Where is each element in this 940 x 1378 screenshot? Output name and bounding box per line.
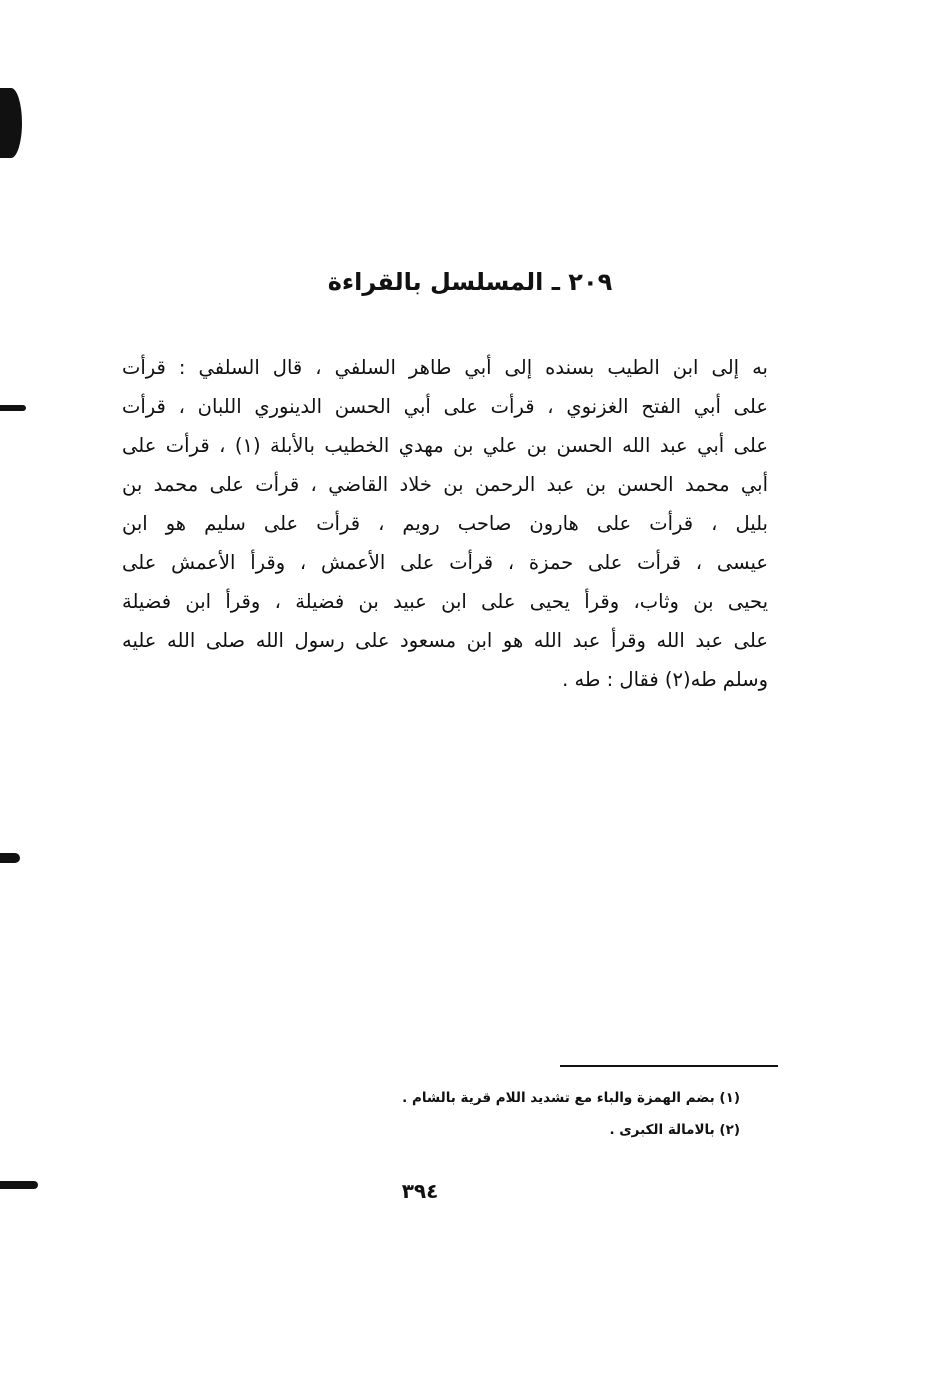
section-heading: ٢٠٩ ـ المسلسل بالقراءة: [327, 268, 613, 296]
scan-margin-mark: [0, 853, 20, 863]
body-line: يحيى بن وثاب، وقرأ يحيى على ابن عبيد بن فضيلة ، وقرأ ابن فضيلة: [122, 590, 768, 613]
footnotes: [300, 1082, 740, 1146]
body-line: بليل ، قرأت على هارون صاحب رويم ، قرأت على سليم هو ابن: [122, 512, 768, 535]
scan-margin-mark: [0, 405, 26, 411]
body-line: به إلى ابن الطيب بسنده إلى أبي طاهر السلفي ، قال السلفي : قرأت: [122, 356, 768, 379]
page-number: ٣٩٤: [401, 1179, 439, 1203]
scan-margin-mark: [0, 88, 22, 158]
footnote: (١) بضم الهمزة والباء مع تشديد اللام قرية بالشام .: [402, 1090, 740, 1106]
body-line: أبي محمد الحسن بن عبد الرحمن بن خلاد القاضي ، قرأت على محمد بن: [122, 473, 768, 496]
body-line: عيسى ، قرأت على حمزة ، قرأت على الأعمش ، وقرأ الأعمش على: [122, 551, 768, 574]
body-line: وسلم طه(٢) فقال : طه .: [562, 668, 768, 691]
body-line: على أبي عبد الله الحسن بن علي بن مهدي الخطيب بالأبلة (١) ، قرأت على: [122, 434, 768, 457]
scan-margin-mark: [0, 1181, 38, 1189]
body-paragraph: [122, 348, 768, 699]
footnote: (٢) بالامالة الكبرى .: [609, 1122, 740, 1138]
footnote-divider: [560, 1065, 778, 1067]
body-line: على أبي الفتح الغزنوي ، قرأت على أبي الحسن الدينوري اللبان ، قرأت: [122, 395, 768, 418]
body-line: على عبد الله وقرأ عبد الله هو ابن مسعود على رسول الله صلى الله عليه: [122, 629, 768, 652]
